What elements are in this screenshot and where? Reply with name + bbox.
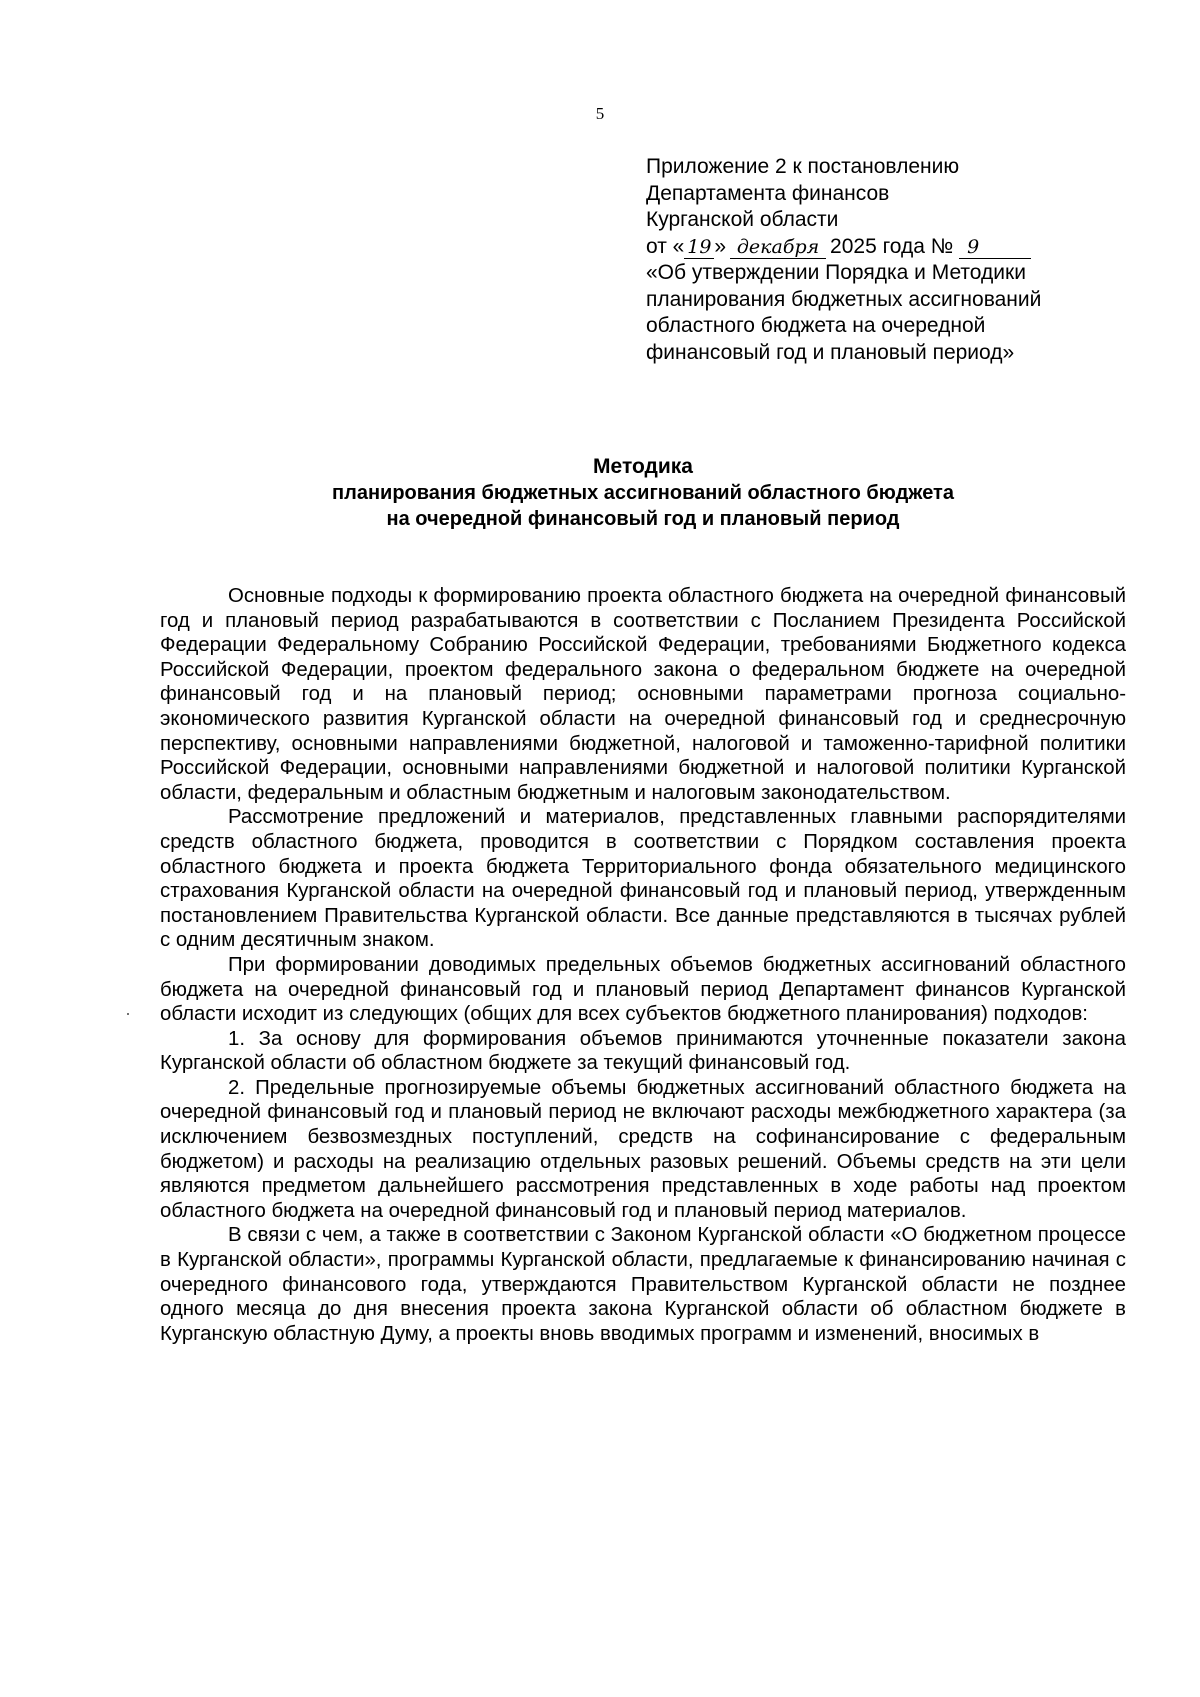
appendix-line: Департамента финансов: [646, 181, 890, 205]
appendix-header: [646, 154, 1116, 366]
handwritten-month: декабря: [730, 236, 826, 259]
title-main: Методика: [593, 455, 693, 478]
handwritten-day: 19: [684, 236, 714, 259]
paragraph: Рассмотрение предложений и материалов, представленных главными распорядителями средств областного бюджета, проводится в соответствии с Порядком составления проекта областного бюджета и проекта бюджета Территориального фонда обязательного медицинского страхования Курганской области на очередной финансовый год и плановый период, утвержденным постановлением Правительства Курганской области. Все данные представляются в тысячах рублей с одним десятичным знаком.: [160, 806, 1126, 952]
handwritten-doc-number: 9: [959, 236, 1031, 259]
appendix-line: финансовый год и плановый период»: [646, 340, 1015, 364]
page-number: 5: [595, 104, 605, 123]
paragraph: При формировании доводимых предельных объемов бюджетных ассигнований областного бюджета на очередной финансовый год и плановый период Департамент финансов Курганской области исходит из следующих (общих для всех субъектов бюджетного планирования) подходов:: [160, 953, 1126, 1026]
title-subtitle: на очередной финансовый год и плановый период: [386, 508, 900, 530]
document-body: [160, 584, 1126, 1346]
appendix-line: областного бюджета на очередной: [646, 314, 986, 337]
date-year: 2025 года №: [830, 234, 954, 258]
paragraph: Основные подходы к формированию проекта областного бюджета на очередной финансовый год и плановый период разрабатываются в соответствии с Посланием Президента Российской Федерации Федеральному Собранию Российской Федерации, требованиями Бюджетного кодекса Российской Федерации, проектом федерального закона о федеральном бюджете на очередной финансовый год и на плановый период; основными параметрами прогноза социально-экономического развития Курганской области на очередной финансовый год и среднесрочную перспективу, основными направлениями бюджетной, налоговой и таможенно-тарифной политики Российской Федерации, основными направлениями бюджетной и налоговой политики Курганской области, федеральным и областным бюджетным и налоговым законодательством.: [160, 585, 1126, 804]
paragraph: 1. За основу для формирования объемов принимаются уточненные показатели закона Курганской области об областном бюджете за текущий финансовый год.: [160, 1027, 1126, 1075]
paragraph: В связи с чем, а также в соответствии с Законом Курганской области «О бюджетном процессе в Курганской области», программы Курганской области, предлагаемые к финансированию начиная с очередного финансового года, утверждаются Правительством Курганской области не позднее одного месяца до дня внесения проекта закона Курганской области об областном бюджете в Курганскую областную Думу, а проекты вновь вводимых программ и изменений, вносимых в: [160, 1224, 1126, 1345]
appendix-date-line: [646, 234, 1116, 261]
appendix-line: Курганской области: [646, 208, 839, 231]
title-subtitle: планирования бюджетных ассигнований областного бюджета: [332, 482, 954, 504]
appendix-line: «Об утверждении Порядка и Методики: [646, 261, 1026, 284]
appendix-line: планирования бюджетных ассигнований: [646, 287, 1042, 311]
document-title: [160, 454, 1126, 532]
scan-speck: [127, 1013, 129, 1015]
paragraph: 2. Предельные прогнозируемые объемы бюджетных ассигнований областного бюджета на очередной финансовый год и плановый период не включают расходы межбюджетного характера (за исключением безвозмездных поступлений, средств на софинансирование с федеральным бюджетом) и расходы на реализацию отдельных разовых решений. Объемы средств на эти цели являются предметом дальнейшего рассмотрения представленных в ходе работы над проектом областного бюджета на очередной финансовый год и плановый период материалов.: [160, 1076, 1126, 1222]
date-mid: »: [714, 234, 727, 258]
date-prefix: от «: [646, 234, 685, 258]
appendix-line: Приложение 2 к постановлению: [646, 155, 960, 178]
